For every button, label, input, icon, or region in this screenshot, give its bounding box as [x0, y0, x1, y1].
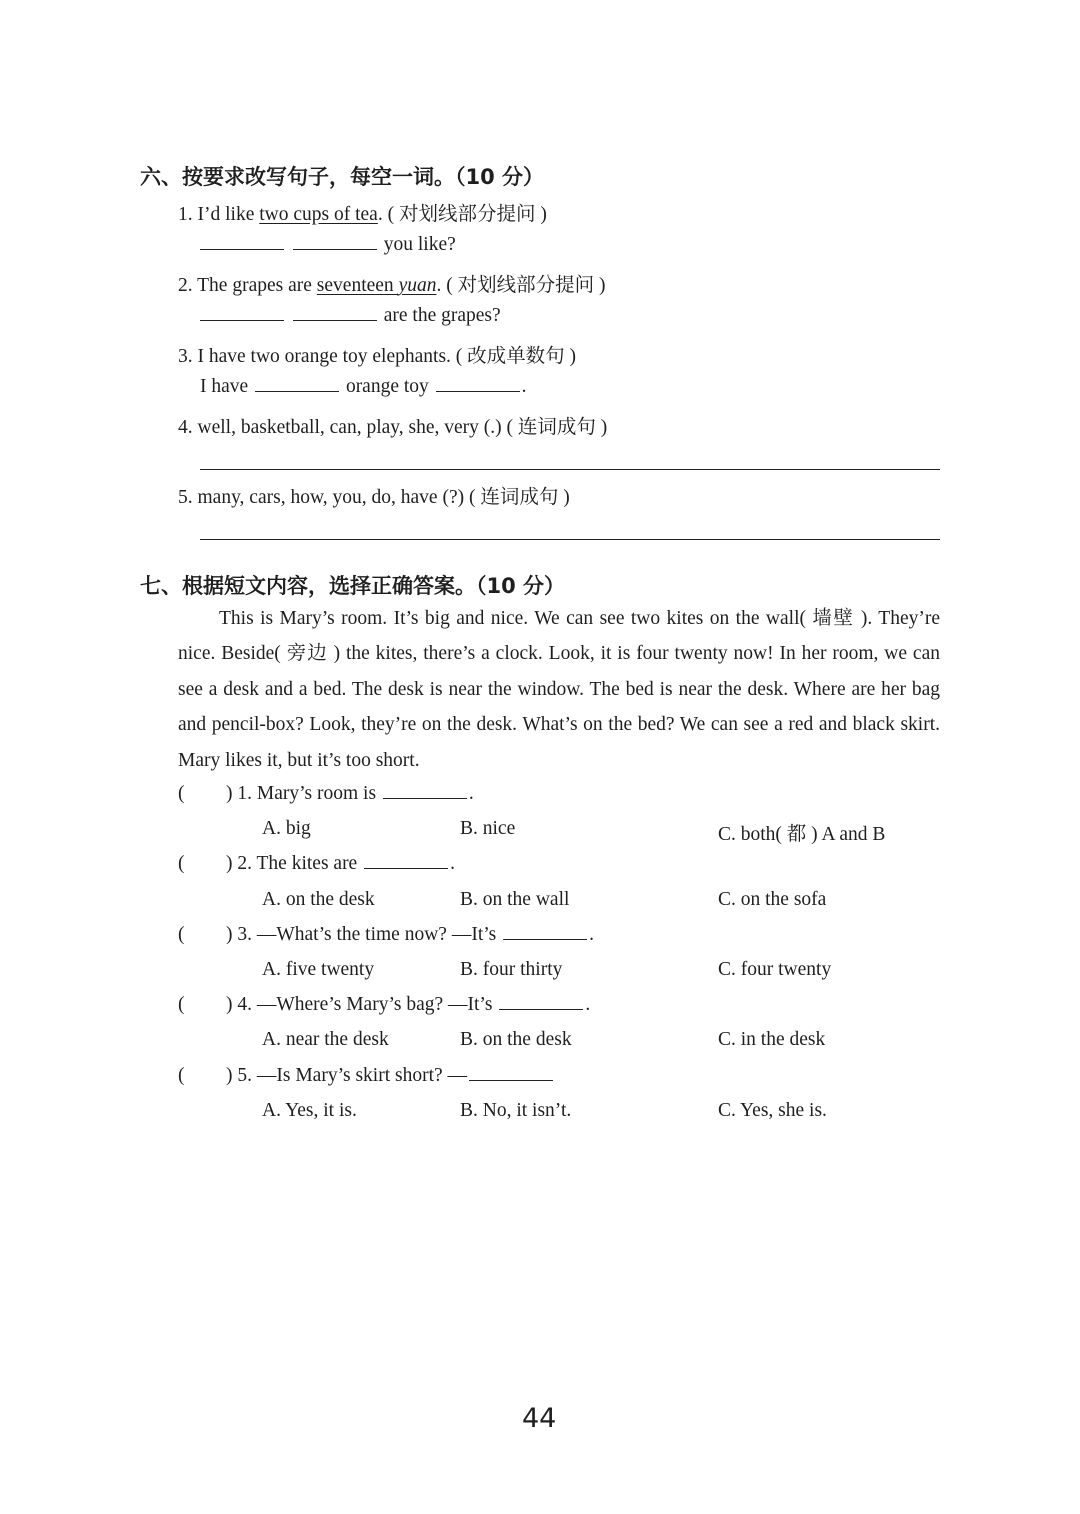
- question-stem-end: .: [589, 923, 594, 945]
- blank[interactable]: [255, 390, 339, 392]
- question-stem-text: ) 2. The kites are: [226, 853, 363, 875]
- answer-line-6-4[interactable]: [200, 469, 940, 470]
- answer-6-2-tail: are the grapes?: [378, 305, 501, 326]
- reading-passage: This is Mary’s room. It’s big and nice. We can see two kites on the wall( 墙壁 ). They’re nice. Beside( 旁边 ) the kites, there’s a clock. Look, it is four twenty now! In her room, we can see a desk and a bed. The desk is near the window. The bed is near the desk. Where are her bag and pencil-box? Look, they’re on the desk. What’s on the bed? We can see a red and black skirt. Mary likes it, but it’s too short.: [178, 608, 940, 771]
- q6-2-suffix: . ( 对划线部分提问 ): [436, 275, 606, 296]
- blank[interactable]: [499, 1008, 583, 1010]
- blank[interactable]: [293, 248, 377, 250]
- answer-6-1-tail: you like?: [378, 234, 456, 255]
- section-7-title: 七、根据短文内容，选择正确答案。（10 分）: [140, 574, 566, 598]
- question-stem-end: .: [450, 853, 455, 875]
- question-6-5: 5. many, cars, how, you, do, have (?) ( 连词成句 ): [178, 487, 570, 508]
- answer-paren[interactable]: (: [178, 923, 185, 945]
- page-number: 44: [522, 1403, 557, 1434]
- option-c[interactable]: C. on the sofa: [718, 888, 827, 910]
- question-6-2: [178, 269, 605, 297]
- question-stem-end: .: [468, 783, 474, 804]
- blank[interactable]: [293, 319, 377, 321]
- answer-paren[interactable]: (: [178, 783, 185, 804]
- option-b[interactable]: B. on the desk: [460, 1029, 572, 1051]
- blank[interactable]: [503, 938, 587, 940]
- answer-6-3-part2: orange toy: [341, 376, 434, 397]
- question-6-3: 3. I have two orange toy elephants. ( 改成单数句 ): [178, 346, 577, 367]
- q6-1-prefix: 1. I’d like: [178, 204, 260, 225]
- question-6-4: 4. well, basketball, can, play, she, very (.) ( 连词成句 ): [178, 417, 608, 438]
- blank[interactable]: [364, 867, 448, 869]
- question-stem: [226, 1065, 555, 1087]
- q6-1-underlined: two cups of tea: [259, 204, 378, 225]
- answer-6-3: [200, 376, 527, 398]
- q6-1-suffix: . ( 对划线部分提问 ): [377, 204, 547, 225]
- question-stem-text: ) 4. —Where’s Mary’s bag? —It’s: [226, 994, 498, 1016]
- question-stem: [226, 853, 455, 875]
- question-stem-text: ) 3. —What’s the time now? —It’s: [226, 923, 502, 945]
- blank[interactable]: [436, 390, 520, 392]
- question-stem-text: ) 5. —Is Mary’s skirt short? —: [226, 1064, 468, 1086]
- answer-paren[interactable]: (: [178, 994, 185, 1016]
- option-b[interactable]: B. four thirty: [460, 959, 563, 980]
- option-c[interactable]: C. both( 都 ) A and B: [718, 824, 886, 846]
- blank[interactable]: [383, 797, 467, 799]
- q6-2-underlined-italic: yuan: [398, 275, 437, 296]
- question-stem-end: .: [585, 994, 591, 1016]
- answer-line-6-5[interactable]: [200, 539, 940, 540]
- option-b[interactable]: B. No, it isn’t.: [460, 1099, 572, 1121]
- question-stem: [226, 994, 590, 1016]
- question-stem-text: ) 1. Mary’s room is: [226, 783, 381, 804]
- option-a[interactable]: A. five twenty: [262, 959, 375, 980]
- blank[interactable]: [200, 248, 284, 250]
- answer-paren[interactable]: (: [178, 853, 185, 875]
- option-c[interactable]: C. in the desk: [718, 1029, 826, 1051]
- option-a[interactable]: A. Yes, it is.: [262, 1099, 357, 1121]
- answer-6-2: [198, 305, 501, 327]
- answer-6-3-part1: I have: [200, 376, 254, 397]
- option-b[interactable]: B. nice: [460, 818, 516, 840]
- option-c[interactable]: C. four twenty: [718, 959, 832, 980]
- option-c[interactable]: C. Yes, she is.: [718, 1099, 827, 1121]
- answer-6-3-end: .: [521, 376, 527, 397]
- answer-paren[interactable]: (: [178, 1064, 185, 1086]
- option-b[interactable]: B. on the wall: [460, 888, 570, 910]
- option-a[interactable]: A. on the desk: [262, 888, 375, 910]
- blank[interactable]: [469, 1079, 553, 1081]
- q6-2-prefix: 2. The grapes are: [178, 275, 317, 296]
- question-stem: [226, 924, 594, 946]
- q6-2-underlined: [317, 275, 437, 296]
- question-6-1: [178, 198, 547, 226]
- question-stem: [226, 783, 474, 805]
- option-a[interactable]: A. big: [262, 818, 311, 840]
- answer-6-1: [198, 234, 456, 256]
- section-6-title: 六、按要求改写句子，每空一词。（10 分）: [140, 165, 545, 189]
- q6-2-underlined-word: seventeen: [316, 275, 399, 296]
- option-a[interactable]: A. near the desk: [262, 1029, 389, 1051]
- blank[interactable]: [200, 319, 284, 321]
